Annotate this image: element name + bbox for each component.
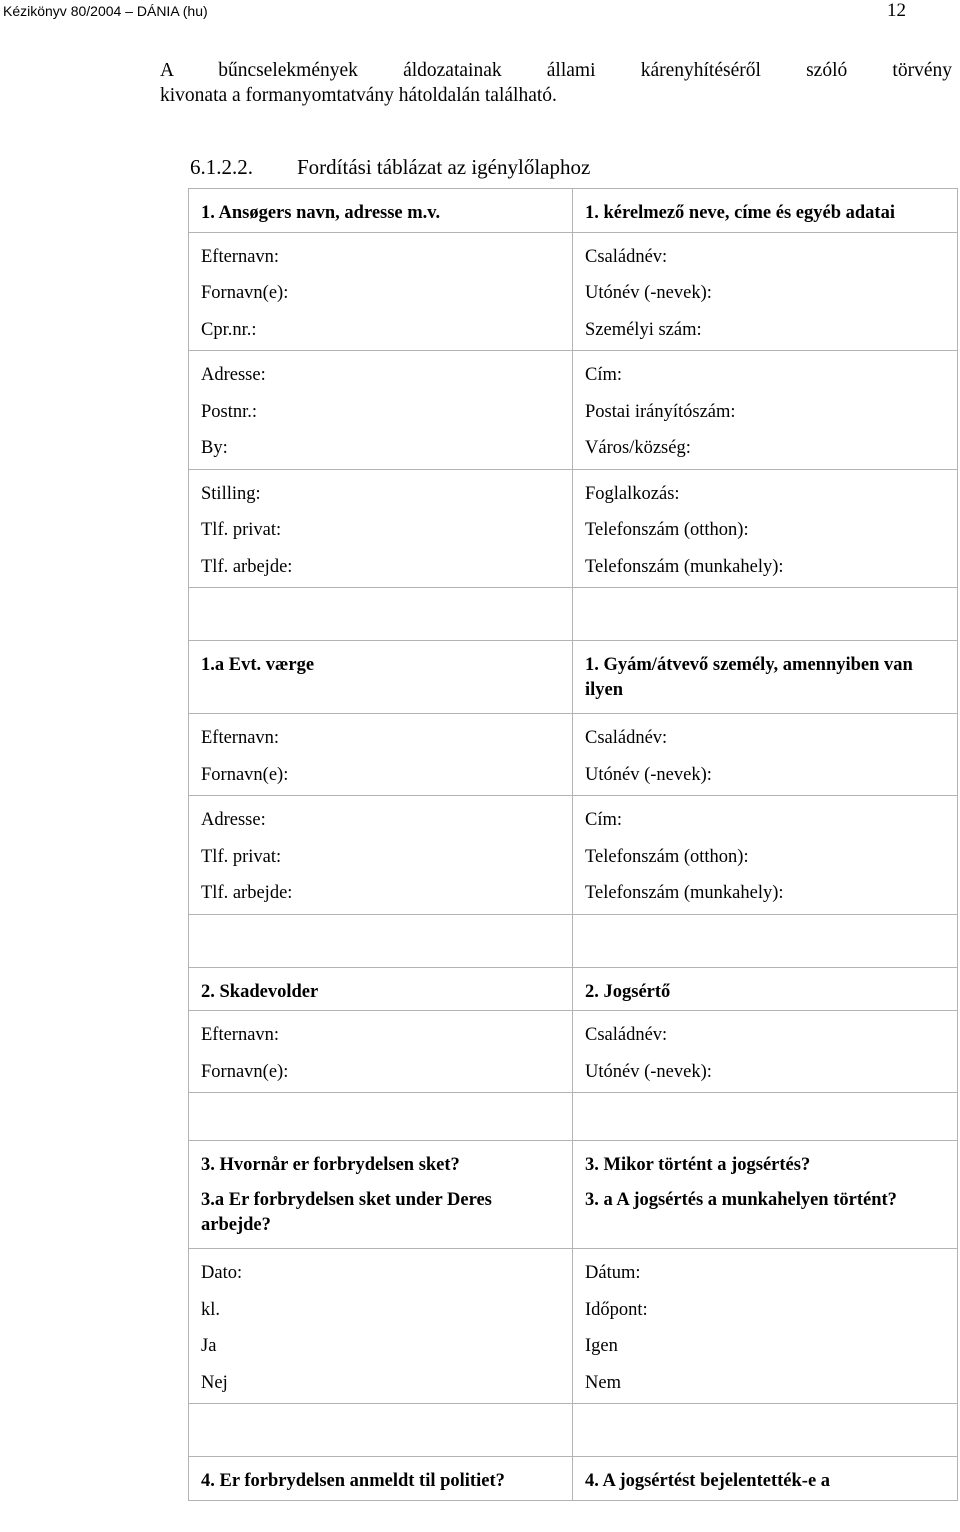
field-label: Igen: [585, 1336, 618, 1356]
name-fields-hu: [573, 232, 958, 351]
running-header: Kézikönyv 80/2004 – DÁNIA (hu): [3, 3, 208, 19]
field-label: Adresse:: [201, 810, 266, 830]
heading-da-1: 1. Ansøgers navn, adresse m.v.: [189, 189, 573, 233]
field-label: Családnév:: [585, 728, 668, 748]
guardian-name-da: [189, 714, 573, 796]
table-row: [189, 232, 958, 351]
field-label: Postai irányítószám:: [585, 401, 736, 422]
table-row: [189, 469, 958, 588]
field-label: Tlf. arbejde:: [201, 556, 293, 577]
field-label: Postnr.:: [201, 401, 258, 422]
section-number: 6.1.2.2.: [190, 155, 253, 179]
field-label: Efternavn:: [201, 728, 280, 748]
questions-hu-3: [573, 1141, 958, 1249]
intro-line-1: A bűncselekmények áldozatainak állami kárenyhítéséről szóló törvény: [160, 60, 952, 81]
field-label: Város/község:: [585, 438, 691, 458]
field-label: Utónév (-nevek):: [585, 283, 712, 303]
field-label: Telefonszám (munkahely):: [585, 556, 784, 577]
heading-hu-1a: 1. Gyám/átvevő személy, amennyiben van ilyen: [573, 641, 958, 714]
field-label: Személyi szám:: [585, 319, 702, 340]
field-label: Családnév:: [585, 1025, 668, 1045]
when-fields-hu: [573, 1249, 958, 1404]
question-label: 3. Hvornår er forbrydelsen sket?: [201, 1155, 460, 1175]
table-row: [189, 1141, 958, 1249]
field-label: Utónév (-nevek):: [585, 1061, 712, 1082]
intro-line-2: kivonata a formanyomtatvány hátoldalán található.: [160, 85, 557, 106]
field-label: Nem: [585, 1372, 621, 1393]
question-label: 3. Mikor történt a jogsértés?: [585, 1155, 811, 1175]
address-fields-da: [189, 351, 573, 470]
question-label: 3. a A jogsértés a munkahelyen történt?: [585, 1190, 897, 1210]
field-label: Cpr.nr.:: [201, 319, 257, 340]
field-label: Cím:: [585, 810, 623, 830]
spacer-row: [189, 1093, 958, 1141]
translation-table: [188, 188, 958, 1501]
heading-hu-4: 4. A jogsértést bejelentették-e a: [573, 1457, 958, 1501]
field-label: kl.: [201, 1299, 221, 1320]
field-label: Fornavn(e):: [201, 283, 289, 303]
field-label: Dato:: [201, 1263, 243, 1283]
table-row: [189, 1249, 958, 1404]
heading-hu-1: 1. kérelmező neve, címe és egyéb adatai: [573, 189, 958, 233]
guardian-name-hu: [573, 714, 958, 796]
name-fields-da: [189, 232, 573, 351]
table-row: [189, 714, 958, 796]
spacer-row: [189, 588, 958, 641]
offender-name-hu: [573, 1011, 958, 1093]
intro-paragraph: [160, 58, 952, 108]
field-label: Telefonszám (munkahely):: [585, 883, 784, 903]
field-label: Telefonszám (otthon):: [585, 520, 749, 540]
field-label: Tlf. privat:: [201, 520, 282, 540]
field-label: Stilling:: [201, 483, 261, 504]
field-label: Efternavn:: [201, 1025, 280, 1045]
heading-da-4: 4. Er forbrydelsen anmeldt til politiet?: [189, 1457, 573, 1501]
field-label: Nej: [201, 1372, 228, 1393]
job-fields-hu: [573, 469, 958, 588]
field-label: Időpont:: [585, 1299, 648, 1320]
table-row: [189, 796, 958, 915]
table-row: [189, 641, 958, 714]
heading-hu-2: 2. Jogsértő: [573, 967, 958, 1011]
guardian-address-da: [189, 796, 573, 915]
table-row: [189, 351, 958, 470]
offender-name-da: [189, 1011, 573, 1093]
question-label: 3.a Er forbrydelsen sket under Deres arbejde?: [201, 1190, 492, 1235]
field-label: By:: [201, 438, 228, 458]
spacer-row: [189, 1404, 958, 1457]
heading-da-2: 2. Skadevolder: [189, 967, 573, 1011]
field-label: Adresse:: [201, 365, 266, 385]
guardian-address-hu: [573, 796, 958, 915]
table-row: [189, 189, 958, 233]
field-label: Dátum:: [585, 1263, 641, 1283]
field-label: Cím:: [585, 365, 623, 385]
field-label: Foglalkozás:: [585, 483, 680, 504]
field-label: Fornavn(e):: [201, 1061, 289, 1082]
field-label: Fornavn(e):: [201, 764, 289, 785]
field-label: Efternavn:: [201, 246, 280, 267]
table-row: [189, 1457, 958, 1501]
field-label: Családnév:: [585, 246, 668, 267]
field-label: Tlf. arbejde:: [201, 883, 293, 903]
spacer-row: [189, 914, 958, 967]
section-title: Fordítási táblázat az igénylőlaphoz: [297, 155, 591, 179]
table-row: [189, 967, 958, 1011]
when-fields-da: [189, 1249, 573, 1404]
page-number: 12: [887, 0, 906, 21]
section-heading: [190, 155, 590, 180]
address-fields-hu: [573, 351, 958, 470]
job-fields-da: [189, 469, 573, 588]
table-row: [189, 1011, 958, 1093]
heading-da-1a: 1.a Evt. værge: [189, 641, 573, 714]
field-label: Utónév (-nevek):: [585, 764, 712, 785]
field-label: Tlf. privat:: [201, 846, 282, 867]
field-label: Telefonszám (otthon):: [585, 846, 749, 867]
questions-da-3: [189, 1141, 573, 1249]
field-label: Ja: [201, 1336, 217, 1356]
